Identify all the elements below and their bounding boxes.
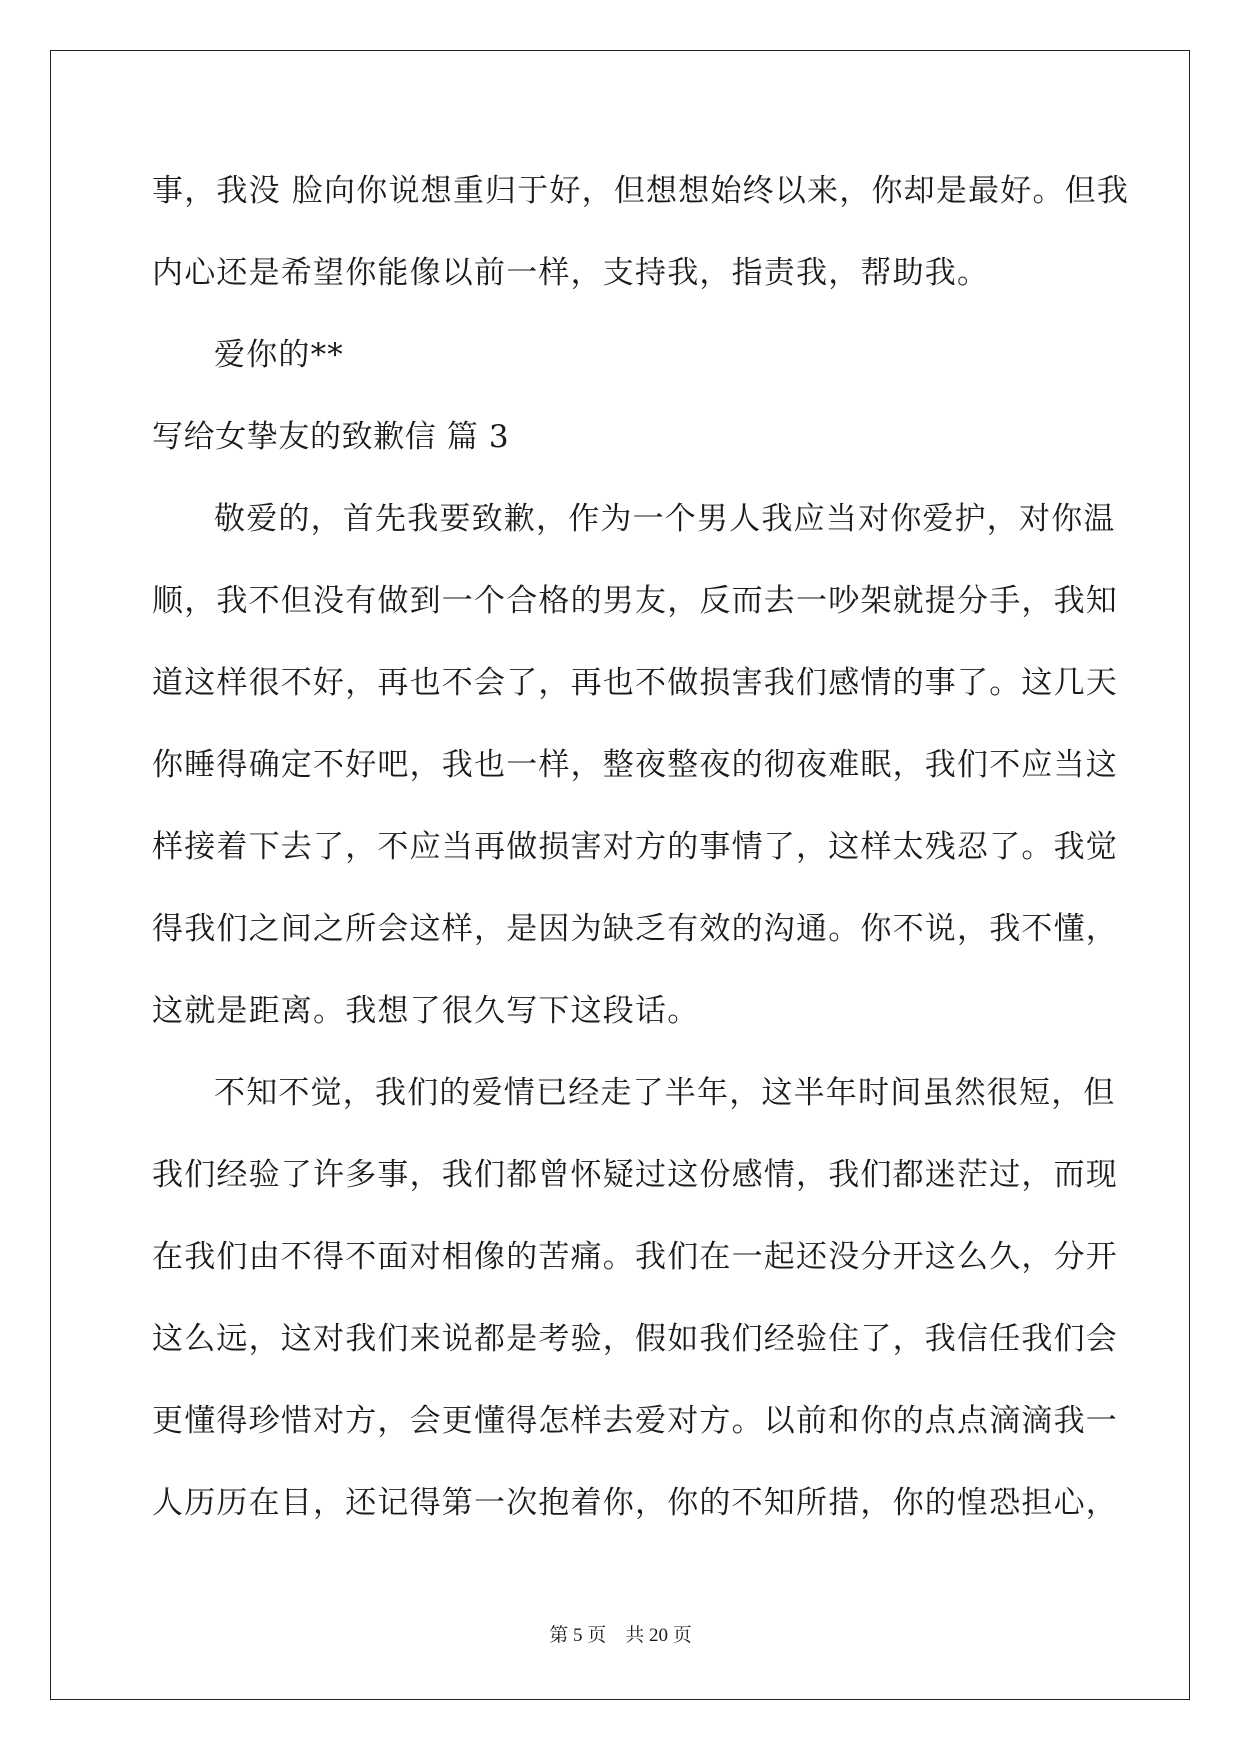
section-heading: 写给女挚友的致歉信 篇 3 (152, 419, 510, 455)
page-number: 第 5 页 (549, 1625, 607, 1646)
page-total: 共 20 页 (625, 1625, 692, 1646)
paragraph-line: 得我们之间之所会这样，是因为缺乏有效的沟通。你不说，我不懂， (152, 911, 1118, 947)
paragraph-line: 内心还是希望你能像以前一样，支持我，指责我，帮助我。 (152, 255, 990, 291)
paragraph-line: 这么远，这对我们来说都是考验，假如我们经验住了，我信任我们会 (152, 1321, 1118, 1357)
signature-line: 爱你的** (214, 337, 344, 373)
paragraph-line: 这就是距离。我想了很久写下这段话。 (152, 993, 700, 1029)
paragraph-line: 更懂得珍惜对方，会更懂得怎样去爱对方。以前和你的点点滴滴我一 (152, 1403, 1118, 1439)
paragraph-line: 不知不觉，我们的爱情已经走了半年，这半年时间虽然很短，但 (214, 1075, 1116, 1111)
paragraph-line: 人历历在目，还记得第一次抱着你，你的不知所措，你的惶恐担心， (152, 1485, 1118, 1521)
paragraph-line: 顺，我不但没有做到一个合格的男友，反而去一吵架就提分手，我知 (152, 583, 1118, 619)
paragraph-line: 我们经验了许多事，我们都曾怀疑过这份感情，我们都迷茫过，而现 (152, 1157, 1118, 1193)
page-footer (0, 1620, 1241, 1647)
paragraph-line: 在我们由不得不面对相像的苦痛。我们在一起还没分开这么久，分开 (152, 1239, 1118, 1275)
paragraph-line: 你睡得确定不好吧，我也一样，整夜整夜的彻夜难眠，我们不应当这 (152, 747, 1118, 783)
paragraph-line: 道这样很不好，再也不会了，再也不做损害我们感情的事了。这几天 (152, 665, 1118, 701)
paragraph-line: 事，我没 脸向你说想重归于好，但想想始终以来，你却是最好。但我 (152, 173, 1130, 209)
document-body (152, 160, 1130, 1554)
paragraph-line: 样接着下去了，不应当再做损害对方的事情了，这样太残忍了。我觉 (152, 829, 1118, 865)
footer-spacer (606, 1625, 625, 1646)
paragraph-line: 敬爱的，首先我要致歉，作为一个男人我应当对你爱护，对你温 (214, 501, 1116, 537)
